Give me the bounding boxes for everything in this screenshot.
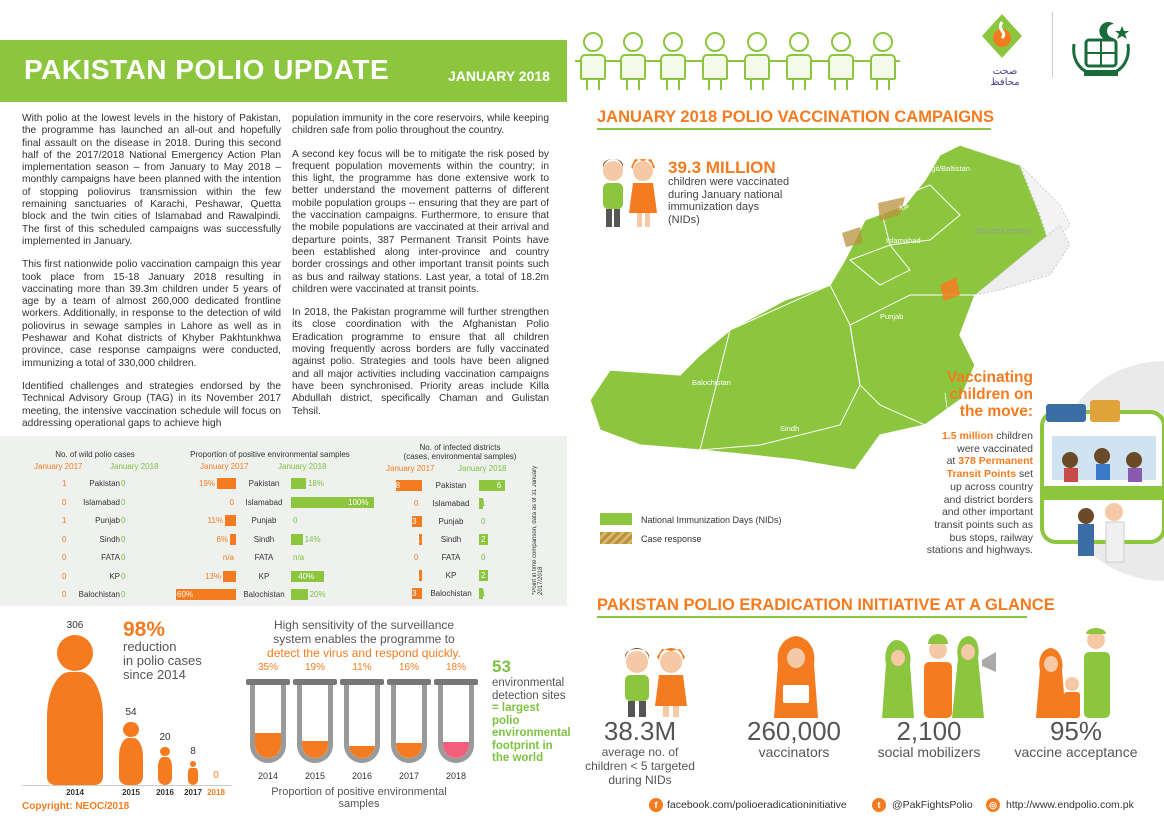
infected-districts-title: [390, 443, 530, 461]
infected-region: Balochistan: [430, 589, 472, 598]
case-figure-body: [119, 738, 143, 785]
child-figure-icon: [826, 32, 856, 94]
case-year-label: 2014: [66, 788, 84, 797]
wild-cases-region: Islamabad: [83, 497, 120, 507]
env-region: Balochistan: [243, 590, 285, 599]
move-text8: transit points such as: [934, 518, 1033, 531]
glance-number: 38.3M: [603, 716, 677, 746]
env-region: FATA: [254, 553, 274, 562]
env-value-2018: 100%: [348, 497, 369, 507]
paragraph: This first nationwide polio vaccination campaign this year took place from 15-18 January 2018 resulting in vaccinating more than 39.3m children under 5 years of age by a team of almost 260,000 dedicated frontline workers. Additionally, in response to the detection of wild poliovirus in sewage samples in Lahore as well as in Peshawar and Kohat districts of Khyber Pakhtunkhwa province, case response campaigns were conducted, immunizing a total of 330,000 children.: [22, 259, 281, 369]
case-count-label: 306: [66, 620, 84, 631]
move-text4: set: [1016, 468, 1033, 481]
move-text7: and other important: [941, 506, 1033, 519]
infected-value-2018: 0: [481, 517, 486, 526]
sites-line1: environmental: [492, 677, 565, 689]
legend-nids-label: National Immunization Days (NIDs): [641, 515, 782, 525]
env-chart-heading: [244, 618, 484, 660]
infected-value-2017: 0: [414, 499, 419, 508]
wild-cases-region: Punjab: [95, 516, 120, 525]
tube-pct-label: 18%: [445, 662, 466, 673]
test-tube-icon: [344, 685, 380, 763]
glance-label: average no. of: [601, 745, 679, 759]
env-heading-line2: system enables the programme to: [273, 632, 455, 646]
campaign-stat-line3: immunization days: [668, 201, 760, 213]
on-the-move-title: [905, 369, 1033, 420]
env-bar-2018: [291, 589, 308, 600]
glance-title-underline: [597, 616, 1027, 618]
env-samples-year-b: January 2018: [278, 462, 327, 471]
env-samples-title: Proportion of positive environmental samples: [190, 450, 350, 459]
env-value-2018: 0: [293, 516, 298, 525]
case-figure-head: [160, 747, 169, 756]
tube-fill: [302, 741, 328, 758]
wild-cases-region: FATA: [101, 553, 120, 562]
map-label-fata: FATA: [820, 256, 838, 265]
wild-cases-b-value: 0: [121, 590, 126, 599]
campaign-stat-line2: during January national: [668, 188, 783, 201]
paragraph: With polio at the lowest levels in the history of Pakistan, the programme has launched an all-out and hopefully final assault on the disease in 2018. During this second half of the 2017/2018 National Emergency Action Plan implementation season – from January to May 2018 – monthly campaigns have been planned with the intention of stopping poliovirus transmission within the few remaining sanctuaries of Karachi, Peshawar, Quetta block and the twin cities of Islamabad and Rawalpindi. The first of this scheduled campaigns was successfully implemented in January.: [22, 113, 281, 247]
case-figure-icon: [155, 747, 174, 785]
wild-cases-year-a: January 2017: [34, 462, 83, 471]
env-bar-2017: [230, 534, 236, 545]
tables-side-note: *Point in time comparison, data as of 31 January 2017/2018: [532, 465, 544, 595]
case-figure-body: [188, 768, 197, 785]
case-count-label: 8: [190, 745, 196, 757]
infected-districts-year-b: January 2018: [458, 464, 507, 473]
glance-label: vaccine acceptance: [1014, 744, 1138, 760]
glance-label: vaccinators: [758, 744, 830, 760]
page-title: PAKISTAN POLIO UPDATE: [24, 54, 390, 85]
page-date: JANUARY 2018: [448, 68, 550, 84]
env-value-2018: 14%: [304, 534, 321, 544]
infected-value-2017: 3: [412, 517, 417, 526]
wild-cases-a-value: 0: [62, 590, 67, 599]
case-year-label: 2017: [184, 788, 202, 797]
logo-divider: [1052, 12, 1053, 78]
env-region: Pakistan: [248, 479, 280, 488]
tube-pct-label: 19%: [304, 662, 325, 673]
on-the-move-line2: children on: [949, 386, 1033, 403]
env-heading-line1: High sensitivity of the surveillance: [273, 618, 455, 632]
tube-fill: [349, 746, 375, 758]
move-text9: bus stops, railway: [949, 531, 1033, 544]
vaccine-acceptance-family-icon: [1030, 628, 1122, 720]
infected-districts-year-a: January 2017: [386, 464, 435, 473]
child-figure-icon: [700, 32, 730, 94]
infected-region: FATA: [441, 553, 461, 562]
sites-line2: detection sites: [492, 689, 566, 702]
wild-cases-region: Sindh: [99, 534, 120, 544]
glance-label: children < 5 targeted: [585, 759, 695, 773]
sehat-muhafiz-logo-icon: [980, 12, 1024, 62]
map-label-gb: Gilgit/Baltistan: [922, 164, 970, 173]
tube-fill: [396, 743, 422, 758]
glance-number: 2,100: [896, 716, 962, 746]
child-figure-icon: [658, 32, 688, 94]
infected-region: Islamabad: [432, 499, 470, 508]
child-figure-icon: [742, 32, 772, 94]
env-caption-line2: samples: [338, 798, 380, 810]
glance-number: 260,000: [747, 716, 841, 746]
map-label-punjab: Punjab: [880, 312, 904, 321]
paragraph: A second key focus will be to mitigate the risk posed by frequent population movements within the country; in this light, the programme has done extensive work to better understand the movement patterns of different mobile population groups -- ensuring that they are part of the vaccination campaigns. Furthermore, to ensure that the mobile populations are vaccinated at their arrival and departure points, 387 Permanent Transit Points have been established along inter-province and country border crossings and other important transit points such as bus and railway stations. Last year, a total of 18.2m children were vaccinated at transit points.: [292, 148, 549, 295]
legend-nids-swatch: [600, 513, 632, 525]
logo-caption: صحت محافظ: [990, 66, 1020, 88]
test-tube-icon: [391, 685, 427, 763]
move-num1: 1.5 million: [941, 430, 994, 442]
wild-cases-title: No. of wild polio cases: [55, 450, 135, 459]
case-figure-body: [47, 672, 103, 785]
env-heading-line3: detect the virus and respond quickly.: [267, 646, 461, 660]
paragraph: Identified challenges and strategies endorsed by the Technical Advisory Group (TAG) in its November 2017 meeting, the intensive vaccination schedule will focus on addressing operational gaps to achieve high: [22, 380, 281, 429]
twitter-link[interactable]: @PakFightsPolio: [892, 799, 973, 811]
env-value-2018: 40%: [298, 571, 315, 581]
infected-value-2018: 1: [481, 499, 486, 508]
bus-transit-point-icon: [1036, 356, 1164, 588]
campaign-big-stat: 39.3 MILLION: [668, 158, 776, 177]
tube-pct-label: 35%: [257, 662, 278, 673]
env-value-2018: 18%: [307, 479, 324, 488]
move-text6: and district borders: [943, 493, 1033, 506]
sites-num: 53: [492, 657, 511, 676]
map-label-islamabad: Islamabad: [886, 236, 921, 245]
infected-value-2017: 1: [416, 535, 421, 544]
wild-cases-a-value: 1: [62, 479, 67, 488]
case-figure-head: [190, 761, 196, 767]
wild-cases-b-value: 0: [121, 516, 126, 525]
sites-line6: the world: [492, 752, 544, 764]
tube-fill: [255, 733, 281, 758]
env-bar-2017: [217, 478, 236, 489]
infected-value-2018: 0: [481, 553, 486, 562]
on-the-move-line3: the move:: [959, 403, 1033, 420]
vaccinator-icon: [768, 634, 824, 720]
glance-number: 95%: [1049, 716, 1103, 746]
infected-districts-title-line2: (cases, environmental samples): [403, 452, 517, 461]
tube-year-label: 2017: [398, 771, 420, 781]
case-count-label: 0: [213, 770, 219, 781]
env-samples-year-a: January 2017: [200, 462, 249, 471]
map-label-kp: KP: [899, 203, 910, 212]
env-value-2018: n/a: [293, 553, 305, 562]
reduction-text-line2: in polio cases: [123, 653, 202, 668]
infected-value-2018: 2: [481, 571, 486, 580]
campaign-stat-line4: (NIDs): [668, 213, 700, 226]
tube-year-label: 2014: [257, 771, 279, 781]
glance-title: PAKISTAN POLIO ERADICATION INITIATIVE AT A GLANCE: [597, 596, 1055, 614]
wild-cases-b-value: 0: [121, 479, 126, 488]
article-column-2: [292, 113, 549, 429]
map-label-sindh: Sindh: [780, 424, 800, 433]
case-count-label: 54: [125, 706, 137, 718]
env-bar-2017: [223, 571, 236, 582]
reduction-text: [123, 640, 202, 682]
env-value-2017: n/a: [222, 553, 234, 562]
env-region: Sindh: [253, 534, 275, 544]
env-value-2017: 11%: [207, 516, 223, 525]
tube-year-label: 2016: [351, 771, 373, 781]
test-tube-icon: [438, 685, 474, 763]
map-label-balochistan: Balochistan: [692, 378, 731, 387]
glance-label: during NIDs: [608, 773, 672, 787]
infected-value-2017: 3: [412, 589, 417, 598]
env-bar-2018: [291, 534, 303, 545]
infected-value-2018: 2: [481, 535, 486, 544]
tube-pct-label: 11%: [352, 662, 372, 673]
infected-value-2017: 0: [414, 553, 419, 562]
case-year-label: 2018: [207, 788, 225, 797]
env-value-2017: 19%: [198, 479, 215, 488]
twitter-icon[interactable]: t: [872, 798, 886, 812]
paragraph: In 2018, the Pakistan programme will further strengthen its close coordination with the Afghanistan Polio Eradication programme to ensure that all children moving frequently across borders are fully vaccinated against polio. Strategies and tools have been aligned and all major activities including vaccination campaigns have been synchronised. Priority areas include Killa Abdullah district, specifically Chaman and Gulistan Tehsil.: [292, 307, 549, 417]
env-value-2017: 13%: [204, 571, 221, 581]
case-figure-icon: [187, 761, 199, 785]
move-num3: Transit Points: [946, 468, 1017, 481]
wild-cases-region: KP: [109, 571, 120, 581]
article-column-1: [22, 113, 281, 441]
on-the-move-text: [900, 430, 1033, 557]
sites-text: [492, 677, 571, 765]
reduction-text-line3: since 2014: [123, 667, 186, 682]
infected-value-2018: 1: [481, 589, 486, 598]
tube-year-label: 2018: [445, 771, 467, 781]
env-bar-2017: [225, 515, 236, 526]
infected-region: Pakistan: [435, 481, 467, 490]
env-caption-line1: Proportion of positive environmental: [271, 786, 447, 798]
wild-cases-b-value: 0: [121, 571, 126, 581]
infected-region: KP: [445, 571, 457, 580]
children-illustration: [570, 0, 910, 100]
children-targeted-icon: [617, 648, 693, 718]
env-region: KP: [258, 571, 270, 581]
legend-case-swatch: [600, 532, 632, 544]
move-text3: at: [946, 455, 959, 468]
sites-line5: footprint in: [492, 739, 553, 752]
wild-cases-region: Pakistan: [89, 479, 120, 488]
move-text2: were vaccinated: [957, 442, 1033, 455]
wild-cases-a-value: 0: [62, 553, 67, 562]
copyright: Copyright: NEOC/2018: [22, 801, 130, 812]
case-figure-head: [57, 635, 93, 671]
map-label-disputed: Disputed territory: [975, 226, 1033, 235]
infected-value-2017: 1: [416, 571, 421, 580]
test-tube-icon: [297, 685, 333, 763]
wild-cases-a-value: 1: [62, 516, 67, 525]
child-figure-icon: [868, 32, 898, 94]
case-count-label: 20: [159, 731, 171, 743]
reduction-text-line1: reduction: [123, 639, 177, 654]
campaign-title: JANUARY 2018 POLIO VACCINATION CAMPAIGNS: [597, 108, 994, 126]
tube-pct-label: 16%: [398, 662, 419, 673]
infected-region: Sindh: [440, 535, 462, 544]
env-value-2017: 0: [229, 497, 234, 507]
sites-line4: environmental: [492, 727, 571, 739]
test-tube-icon: [250, 685, 286, 763]
tube-year-label: 2015: [304, 771, 326, 781]
on-the-move-line1: Vaccinating: [946, 369, 1033, 386]
web-link[interactable]: http://www.endpolio.com.pk: [1006, 799, 1134, 811]
infected-districts-title-line1: No. of infected districts: [419, 443, 501, 452]
child-figure-icon: [784, 32, 814, 94]
wild-cases-a-value: 0: [62, 534, 67, 544]
infected-value-2017: 8: [395, 481, 401, 490]
facebook-link[interactable]: facebook.com/polioeradicationinitiative: [667, 799, 847, 811]
move-text5: up across country: [950, 480, 1033, 493]
government-emblem-icon: [1066, 14, 1136, 80]
wild-cases-b-value: 0: [121, 553, 126, 562]
move-text10: stations and highways.: [926, 544, 1033, 557]
children-pair-icon: [597, 155, 661, 231]
case-figure-icon: [38, 635, 113, 785]
case-figure-head: [123, 722, 138, 737]
reduction-pct: 98%: [123, 618, 166, 641]
child-figure-icon: [618, 32, 648, 94]
move-num2: 378 Permanent: [958, 455, 1033, 468]
cases-baseline: [22, 785, 232, 786]
wild-cases-b-value: 0: [121, 497, 126, 507]
env-region: Islamabad: [245, 497, 283, 507]
env-value-2017: 60%: [177, 590, 194, 599]
campaign-stat-text: [668, 176, 789, 226]
env-value-2017: 6%: [216, 534, 228, 544]
case-year-label: 2016: [156, 788, 174, 797]
case-year-label: 2015: [122, 788, 140, 797]
wild-cases-a-value: 0: [62, 497, 67, 507]
social-mobilizers-icon: [880, 630, 1000, 720]
wild-cases-region: Balochistan: [78, 590, 120, 599]
wild-cases-year-b: January 2018: [110, 462, 159, 471]
env-bar-2018: [291, 478, 306, 489]
env-region: Punjab: [251, 516, 277, 525]
infected-region: Punjab: [438, 517, 464, 526]
child-figure-icon: [578, 32, 608, 94]
facebook-icon[interactable]: f: [649, 798, 663, 812]
infected-value-2018: 6: [496, 481, 502, 490]
case-figure-body: [158, 757, 172, 785]
campaign-stat-line1: children were vaccinated: [668, 176, 790, 188]
move-text1: children: [993, 430, 1033, 442]
env-chart-caption: [244, 786, 474, 810]
header-top-white: [0, 0, 567, 40]
env-value-2018: 20%: [309, 590, 326, 599]
wild-cases-a-value: 0: [62, 571, 67, 581]
wild-cases-b-value: 0: [121, 534, 126, 544]
web-globe-icon[interactable]: ◎: [986, 798, 1000, 812]
legend-case-label: Case response: [641, 534, 702, 544]
glance-label: social mobilizers: [877, 744, 981, 760]
case-figure-icon: [115, 722, 147, 785]
tube-fill: [443, 742, 469, 758]
sites-line3: = largest polio: [492, 702, 540, 727]
paragraph: population immunity in the core reservoirs, while keeping children safe from polio throughout the country.: [292, 113, 549, 137]
